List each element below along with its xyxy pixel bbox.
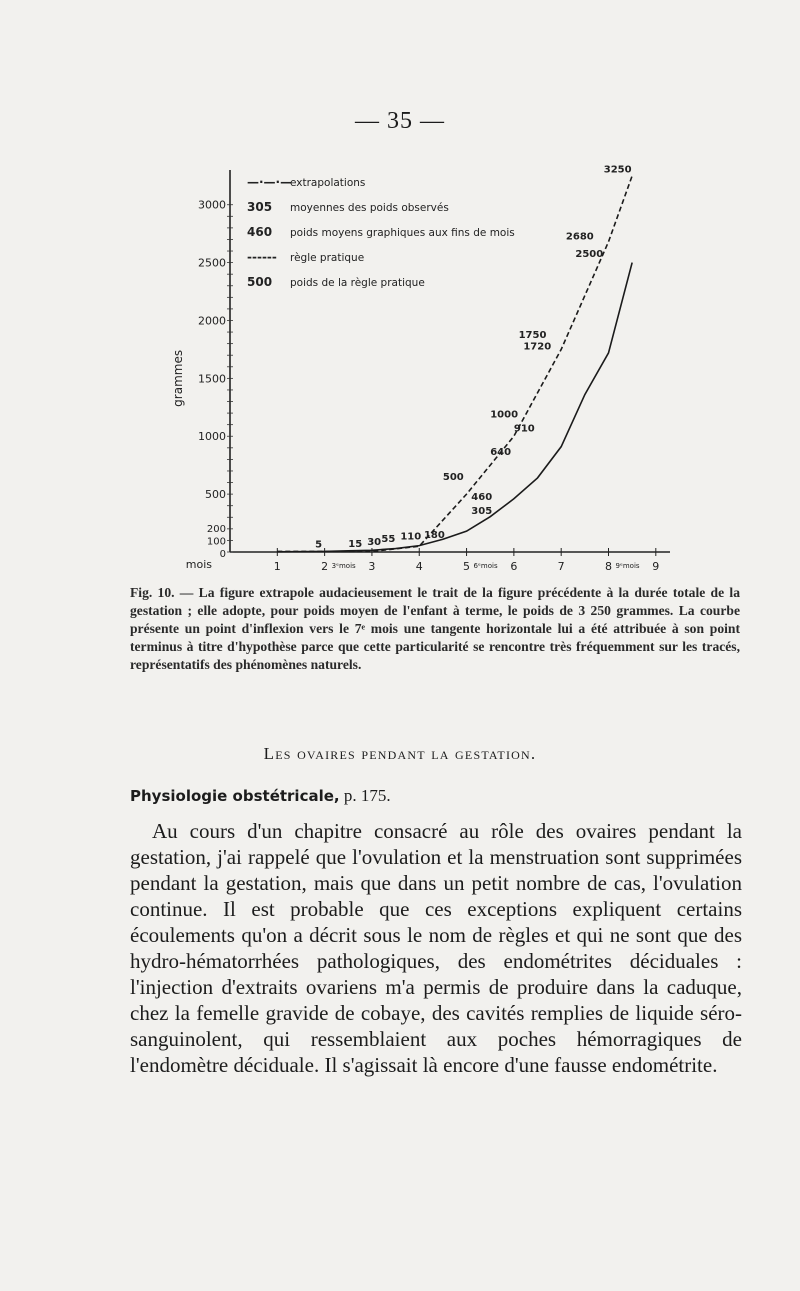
weight-chart bbox=[150, 160, 680, 580]
y-tick-label: 500 bbox=[205, 488, 226, 502]
body-paragraph: Au cours d'un chapitre consacré au rôle des ovaires pendant la gestation, j'ai rappelé que l'ovulation et la menstruation sont supprimées pendant la gestation, mais que dans un petit nombre de cas, l'ovulation continue. Il est probable que ces exceptions expliquent certains écoulements qu'on a décrit sous le nom de règles et qui ne sont que des hydro-hématorrhées pathologiques, des endométrites déciduales : l'injection d'extraits ovariens m'a permis de produire dans la caduque, chez la femelle gravide de cobaye, des cavités remplies de liquide séro-sanguinolent, qui ressemblaient aux poches hémorragiques de l'endomètre déciduale. Il s'agissait là encore d'une fausse endométrite. bbox=[130, 819, 742, 1077]
point-label: 2680 bbox=[565, 231, 594, 243]
legend-symbol: 500 bbox=[247, 275, 273, 289]
point-label: 1750 bbox=[518, 329, 547, 341]
legend-text: règle pratique bbox=[290, 252, 365, 264]
y-tick-label: 3000 bbox=[198, 198, 226, 212]
x-tick-label: 8 bbox=[604, 560, 612, 573]
y-tick-label: 200 bbox=[206, 523, 226, 535]
point-label: 110 bbox=[400, 531, 422, 543]
x-tick-label: 5 bbox=[463, 560, 471, 573]
legend-symbol: —·—·— bbox=[247, 175, 293, 189]
legend-symbol: ------ bbox=[247, 250, 277, 264]
legend-text: poids de la règle pratique bbox=[290, 277, 425, 289]
chart-legend bbox=[247, 175, 515, 289]
x-tick-label: 1 bbox=[273, 560, 281, 573]
point-label: 55 bbox=[381, 534, 396, 546]
page-number: — 35 — bbox=[355, 108, 445, 134]
legend-text: poids moyens graphiques aux fins de mois bbox=[290, 227, 515, 239]
x-axis-prefix: mois bbox=[185, 558, 212, 571]
x-tick-suffix: 6ᵉmois bbox=[473, 562, 498, 570]
section-heading: Les ovaires pendant la gestation. bbox=[263, 744, 537, 763]
point-label: 2500 bbox=[575, 248, 604, 260]
point-label: 500 bbox=[442, 472, 464, 484]
y-tick-label: 100 bbox=[206, 536, 226, 548]
x-tick-suffix: 3ᵉmois bbox=[331, 562, 356, 570]
point-label: 460 bbox=[471, 491, 493, 503]
x-tick-label: 6 bbox=[510, 560, 518, 573]
point-label: 3250 bbox=[603, 164, 632, 176]
x-tick-suffix: 9ᵉmois bbox=[615, 562, 640, 570]
point-label: 1000 bbox=[490, 409, 519, 421]
point-label: 640 bbox=[490, 446, 512, 458]
y-tick-label: 1000 bbox=[198, 430, 226, 444]
legend-symbol: 460 bbox=[247, 225, 273, 239]
reference-page: p. 175. bbox=[343, 786, 391, 805]
point-label: 5 bbox=[315, 539, 323, 551]
chart-marks bbox=[277, 164, 632, 551]
reference bbox=[130, 786, 391, 806]
x-tick-label: 4 bbox=[415, 560, 423, 573]
point-label: 15 bbox=[348, 538, 363, 550]
legend-text: moyennes des poids observés bbox=[290, 202, 449, 214]
point-label: 30 bbox=[367, 537, 382, 549]
point-label: 305 bbox=[471, 505, 493, 517]
reference-title: Physiologie obstétricale, bbox=[130, 787, 340, 805]
series-line bbox=[277, 263, 632, 552]
point-label: 910 bbox=[513, 423, 535, 435]
point-label: 180 bbox=[423, 530, 445, 542]
x-tick-label: 7 bbox=[557, 560, 565, 573]
x-tick-label: 9 bbox=[652, 560, 660, 573]
y-tick-label: 2500 bbox=[198, 256, 226, 270]
y-tick-label: 0 bbox=[219, 549, 226, 560]
figure-caption: Fig. 10. — La figure extrapole audacieusement le trait de la figure précédente à la durée totale de la gestation ; elle adopte, pour poids moyen de l'enfant à terme, le poids de 3 250 grammes. La courbe présente un point d'inflexion vers le 7ᵉ mois une tangente horizontale lui a été attribuée à son point terminus à titre d'hypothèse parce que cette particularité se rencontre très fréquemment sur les tracés, représentatifs des phénomènes naturels. bbox=[130, 585, 740, 672]
x-tick-label: 2 bbox=[321, 560, 329, 573]
legend-symbol: 305 bbox=[247, 200, 273, 214]
y-tick-label: 1500 bbox=[198, 372, 226, 386]
legend-text: extrapolations bbox=[290, 177, 366, 189]
y-tick-label: 2000 bbox=[198, 314, 226, 328]
y-axis-label: grammes bbox=[171, 349, 185, 407]
x-tick-label: 3 bbox=[368, 560, 376, 573]
point-label: 1720 bbox=[523, 341, 552, 353]
